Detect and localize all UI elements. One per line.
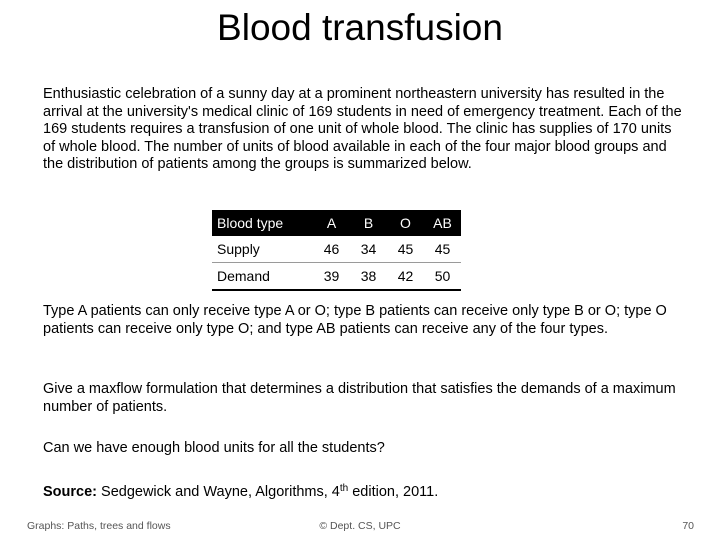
row-label-demand: Demand	[217, 268, 270, 284]
supply-ab: 45	[434, 241, 451, 257]
source-text-end: edition, 2011.	[348, 484, 439, 500]
source-text: Sedgewick and Wayne, Algorithms, 4	[101, 484, 340, 500]
demand-o: 42	[397, 268, 414, 284]
footer-copyright: © Dept. CS, UPC	[319, 520, 401, 532]
demand-b: 38	[360, 268, 377, 284]
blood-table	[212, 210, 461, 291]
task-paragraph: Give a maxflow formulation that determines a distribution that satisfies the demands of a maximum number of patients.	[43, 381, 676, 415]
header-type-b: B	[350, 210, 387, 236]
supply-b: 34	[360, 241, 377, 257]
demand-a: 39	[323, 268, 340, 284]
supply-o: 45	[397, 241, 414, 257]
table-row-supply	[212, 236, 461, 263]
footer-course-title: Graphs: Paths, trees and flows	[27, 520, 171, 532]
header-type-ab: AB	[424, 210, 461, 236]
compatibility-paragraph: Type A patients can only receive type A or O; type B patients can receive only type B or O; type O patients can receive only type O; and type AB patients can receive any of the four types.	[43, 303, 667, 337]
source-superscript: th	[339, 483, 349, 494]
header-type-o: O	[387, 210, 424, 236]
table-row-demand	[212, 263, 461, 291]
header-blood-type: Blood type	[212, 210, 313, 236]
source-label: Source:	[43, 484, 97, 500]
slide-title: Blood transfusion	[217, 7, 503, 48]
source-citation	[43, 484, 683, 502]
row-label-supply: Supply	[217, 241, 260, 257]
supply-a: 46	[323, 241, 340, 257]
question-paragraph: Can we have enough blood units for all the students?	[43, 440, 385, 456]
footer-page-number: 70	[682, 520, 694, 532]
intro-paragraph: Enthusiastic celebration of a sunny day at a prominent northeastern university has resulted in the arrival at the university's medical clinic of 169 students in need of emergency treatment. Each of the 169 students requires a transfusion of one unit of whole blood. The clinic has supplies of 170 units of whole blood. The number of units of blood available in each of the four major blood groups and the distribution of patients among the groups is summarized below.	[43, 86, 682, 172]
demand-ab: 50	[434, 268, 451, 284]
header-type-a: A	[313, 210, 350, 236]
table-header-row	[212, 210, 461, 236]
